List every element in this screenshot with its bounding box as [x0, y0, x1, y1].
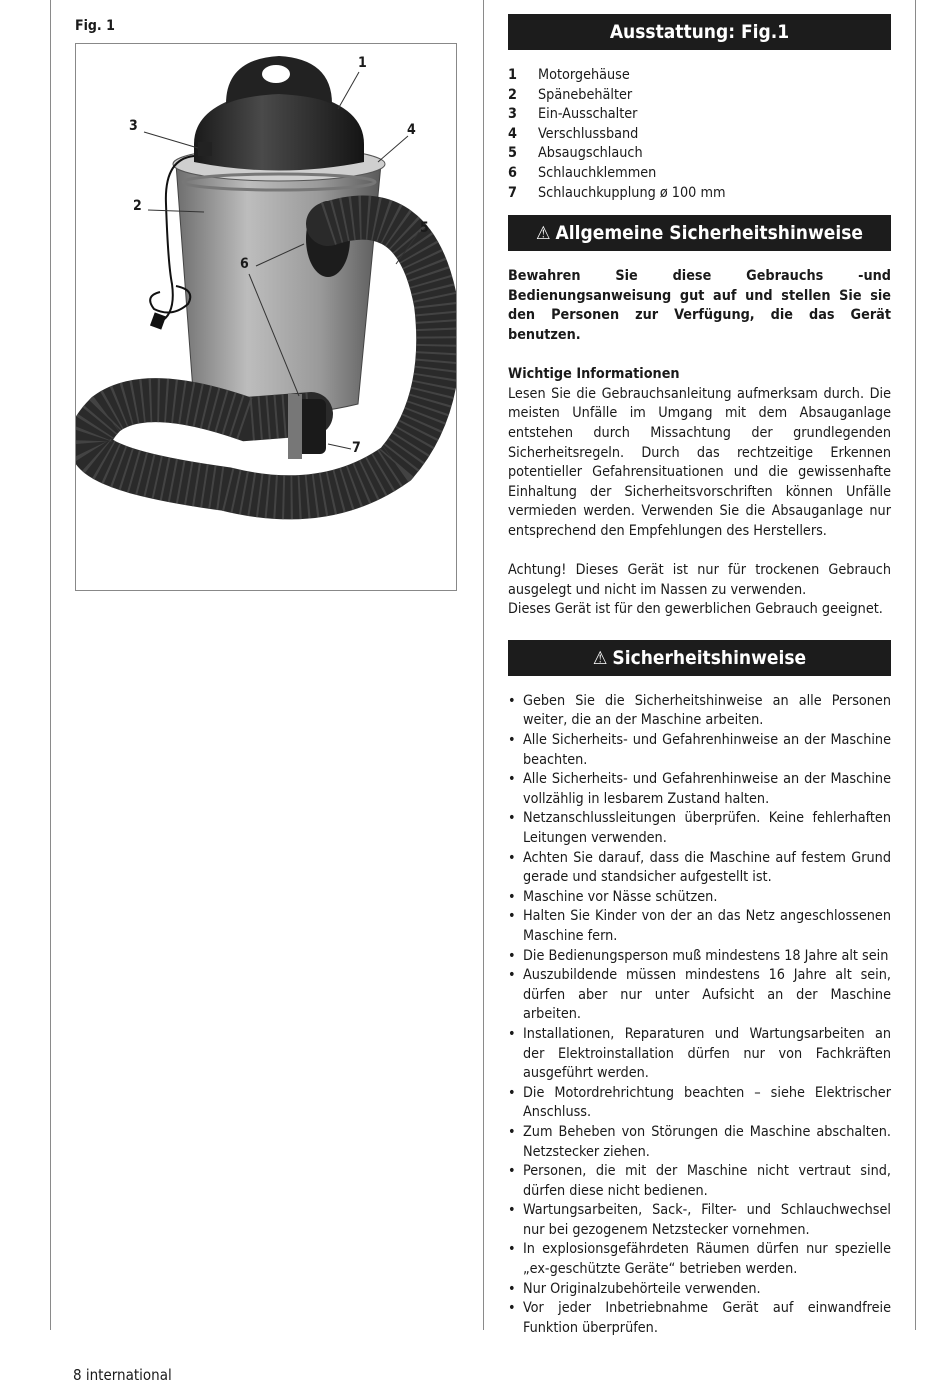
parts-item: 7 Schlauchkupplung ø 100 mm — [508, 184, 726, 201]
list-item: • Maschine vor Nässe schützen. — [508, 888, 891, 908]
list-item: • Halten Sie Kinder von der an das Netz angeschlossenen Maschine fern. — [508, 907, 891, 946]
list-item: • Personen, die mit der Maschine nicht vertraut sind, dürfen diese nicht bedienen. — [508, 1162, 891, 1201]
list-item: • Installationen, Reparaturen und Wartungsarbeiten an der Elektroinstallation dürfen nur von Fachkräften ausgeführt werden. — [508, 1025, 891, 1084]
list-item: • Nur Originalzubehörteile verwenden. — [508, 1280, 891, 1300]
warning-triangle-icon: ⚠ — [536, 223, 551, 245]
list-item: • Alle Sicherheits- und Gefahrenhinweise an der Maschine vollzählig in lesbarem Zustand halten. — [508, 770, 891, 809]
list-item: • Zum Beheben von Störungen die Maschine abschalten. Netzstecker ziehen. — [508, 1123, 891, 1162]
safety-list — [508, 692, 891, 1339]
commercial-text: Dieses Gerät ist für den gewerblichen Gebrauch geeignet. — [508, 601, 883, 618]
parts-item: 3 Ein-Ausschalter — [508, 106, 638, 123]
list-item: • Geben Sie die Sicherheitshinweise an alle Personen weiter, die an der Maschine arbeiten. — [508, 692, 891, 731]
list-item: • Wartungsarbeiten, Sack-, Filter- und Schlauchwechsel nur bei gezogenem Netzstecker vornehmen. — [508, 1201, 891, 1240]
safety-heading: ⚠ Sicherheitshinweise — [508, 640, 891, 676]
column-divider-rule — [483, 0, 484, 1330]
figure-label: Fig. 1 — [75, 18, 115, 34]
caution-text: Achtung! Dieses Gerät ist nur für trockenen Gebrauch ausgelegt und nicht im Nassen zu verwenden. — [508, 562, 891, 598]
right-margin-rule — [915, 0, 916, 1330]
parts-item: 5 Absaugschlauch — [508, 145, 643, 162]
callout-4: 4 — [407, 122, 416, 138]
list-item: • Auszubildende müssen mindestens 16 Jahre alt sein, dürfen aber nur unter Aufsicht an der Maschine arbeiten. — [508, 966, 891, 1025]
page-footer: 8 international — [73, 1366, 172, 1384]
callout-1: 1 — [358, 55, 367, 71]
parts-item: 6 Schlauchklemmen — [508, 164, 657, 181]
parts-item: 1 Motorgehäuse — [508, 67, 630, 83]
info-title: Wichtige Informationen — [508, 366, 680, 383]
list-item: • Alle Sicherheits- und Gefahrenhinweise an der Maschine beachten. — [508, 731, 891, 770]
equipment-heading: Ausstattung: Fig.1 — [508, 14, 891, 50]
list-item: • Die Bedienungsperson muß mindestens 18 Jahre alt sein — [508, 947, 891, 967]
callout-7: 7 — [352, 440, 361, 456]
list-item: • Die Motordrehrichtung beachten – siehe Elektrischer Anschluss. — [508, 1084, 891, 1123]
list-item: • In explosionsgefährdeten Räumen dürfen nur spezielle „ex-geschützte Geräte“ betrieben werden. — [508, 1240, 891, 1279]
parts-item: 4 Verschlussband — [508, 125, 639, 142]
callout-6: 6 — [240, 256, 249, 272]
list-item: • Netzanschlussleitungen überprüfen. Keine fehlerhaften Leitungen verwenden. — [508, 809, 891, 848]
figure-dust-extractor — [75, 43, 457, 591]
parts-list — [508, 66, 891, 203]
callout-2: 2 — [133, 198, 142, 214]
list-item: • Achten Sie darauf, dass die Maschine auf festem Grund gerade und standsicher aufgestellt ist. — [508, 849, 891, 888]
right-column — [508, 14, 891, 1338]
info-text: Lesen Sie die Gebrauchsanleitung aufmerksam durch. Die meisten Unfälle im Umgang mit dem Absauganlage entstehen durch Missachtung der grundlegenden Sicherheitsregeln. Durch das rechtzeitige Erkennen potentieller Gefahrensituationen und die gewissenhafte Einhaltung der Sicherheitsvorschriften können Unfälle vermieden werden. Verwenden Sie die Absauganlage nur entsprechend den Empfehlungen des Herstellers. — [508, 385, 891, 539]
warning-triangle-icon: ⚠ — [592, 647, 608, 669]
callout-3: 3 — [129, 118, 138, 134]
callout-5: 5 — [420, 220, 429, 236]
parts-item: 2 Spänebehälter — [508, 86, 633, 103]
list-item: • Vor jeder Inbetriebnahme Gerät auf einwandfreie Funktion überprüfen. — [508, 1299, 891, 1338]
left-margin-rule — [50, 0, 51, 1330]
general-safety-heading: ⚠ Allgemeine Sicherheitshinweise — [508, 215, 891, 251]
general-safety-intro: Bewahren Sie diese Gebrauchs -und Bedienungsanweisung gut auf und stellen Sie sie den Personen zur Verfügung, die das Gerät benutzen. — [508, 268, 891, 343]
